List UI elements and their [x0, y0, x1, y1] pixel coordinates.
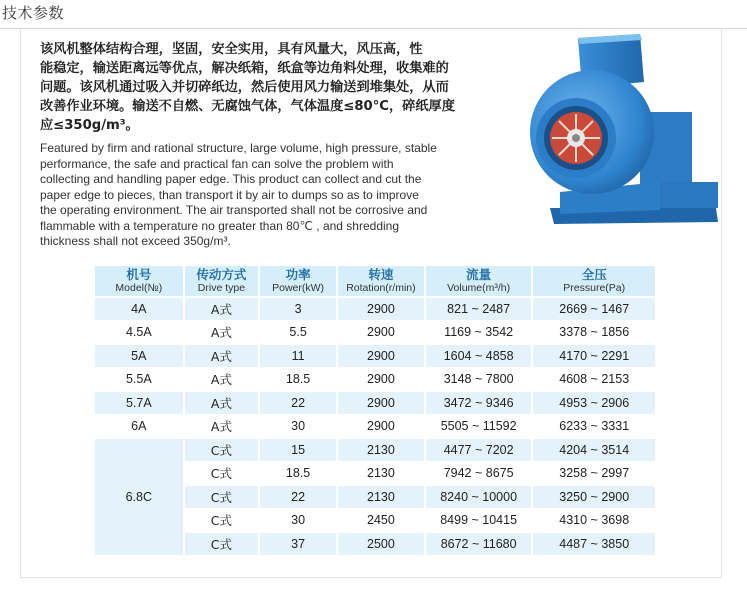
power-cell: 18.5 — [260, 369, 336, 391]
model-cell: 5.7A — [95, 392, 183, 414]
volume-cell: 3472 ~ 9346 — [426, 392, 532, 414]
drive-cell: A式 — [185, 416, 259, 438]
model-cell: 5A — [95, 345, 183, 367]
volume-cell: 5505 ~ 11592 — [426, 416, 532, 438]
en-line: flammable with a temperature no greater than 80℃ , and shredding — [40, 218, 400, 233]
spec-table — [93, 264, 657, 557]
rotation-cell: 2130 — [338, 486, 424, 508]
table-row — [95, 416, 655, 438]
zh-line: 改善作业环境。输送不自燃、无腐蚀气体，气体温度≤80°C，碎纸厚度 — [40, 99, 455, 114]
pressure-cell: 2669 ~ 1467 — [533, 298, 655, 320]
pressure-cell: 4487 ~ 3850 — [533, 533, 655, 555]
col-drive-header: 传动方式 Drive type — [185, 266, 259, 296]
volume-cell: 1169 ~ 3542 — [426, 322, 532, 344]
rotation-cell: 2130 — [338, 463, 424, 485]
pressure-cell: 4170 ~ 2291 — [533, 345, 655, 367]
power-cell: 3 — [260, 298, 336, 320]
drive-cell: A式 — [185, 345, 259, 367]
centrifugal-fan-illustration — [520, 32, 720, 228]
rotation-cell: 2450 — [338, 510, 424, 532]
pressure-cell: 4204 ~ 3514 — [533, 439, 655, 461]
drive-cell: A式 — [185, 322, 259, 344]
rotation-cell: 2900 — [338, 322, 424, 344]
table-row — [95, 392, 655, 414]
chinese-description — [40, 40, 455, 135]
zh-line: 问题。该风机通过吸入并切碎纸边，然后使用风力输送到堆集处，从而 — [40, 80, 449, 95]
drive-cell: A式 — [185, 369, 259, 391]
rotation-cell: 2900 — [338, 416, 424, 438]
model-cell-merged: 6.8C — [95, 439, 183, 555]
pressure-cell: 4953 ~ 2906 — [533, 392, 655, 414]
power-cell: 11 — [260, 345, 336, 367]
pressure-cell: 3258 ~ 2997 — [533, 463, 655, 485]
volume-cell: 8240 ~ 10000 — [426, 486, 532, 508]
drive-cell: C式 — [185, 486, 259, 508]
en-line: paper edge to pieces, than transport it by air to dumps so as to improve — [40, 187, 419, 202]
model-cell: 4A — [95, 298, 183, 320]
drive-cell: C式 — [185, 463, 259, 485]
english-description — [40, 141, 450, 250]
volume-cell: 8672 ~ 11680 — [426, 533, 532, 555]
drive-cell: A式 — [185, 298, 259, 320]
col-rotation-header: 转速 Rotation(r/min) — [338, 266, 424, 296]
drive-cell: C式 — [185, 510, 259, 532]
volume-cell: 4477 ~ 7202 — [426, 439, 532, 461]
volume-cell: 7942 ~ 8675 — [426, 463, 532, 485]
zh-line: 应≤350g/m³。 — [40, 118, 139, 133]
table-row — [95, 439, 655, 461]
rotation-cell: 2900 — [338, 298, 424, 320]
power-cell: 22 — [260, 392, 336, 414]
en-line: performance, the safe and practical fan can solve the problem with — [40, 156, 394, 171]
section-header — [0, 0, 747, 29]
col-volume-header: 流量 Volume(m³/h) — [426, 266, 532, 296]
en-line: Featured by firm and rational structure, large volume, high pressure, stable — [40, 141, 437, 155]
model-cell: 6A — [95, 416, 183, 438]
en-line: collecting and handling paper edge. This product can collect and cut the — [40, 172, 422, 186]
power-cell: 15 — [260, 439, 336, 461]
pressure-cell: 3378 ~ 1856 — [533, 322, 655, 344]
table-row — [95, 369, 655, 391]
rotation-cell: 2130 — [338, 439, 424, 461]
power-cell: 5.5 — [260, 322, 336, 344]
table-row — [95, 298, 655, 320]
pressure-cell: 3250 ~ 2900 — [533, 486, 655, 508]
zh-line: 该风机整体结构合理，坚固，安全实用，具有风量大，风压高，性 — [40, 42, 423, 57]
power-cell: 18.5 — [260, 463, 336, 485]
volume-cell: 8499 ~ 10415 — [426, 510, 532, 532]
table-row — [95, 322, 655, 344]
table-row — [95, 345, 655, 367]
pressure-cell: 4608 ~ 2153 — [533, 369, 655, 391]
power-cell: 30 — [260, 416, 336, 438]
model-cell: 5.5A — [95, 369, 183, 391]
pressure-cell: 6233 ~ 3331 — [533, 416, 655, 438]
rotation-cell: 2500 — [338, 533, 424, 555]
pressure-cell: 4310 ~ 3698 — [533, 510, 655, 532]
rotation-cell: 2900 — [338, 345, 424, 367]
rotation-cell: 2900 — [338, 392, 424, 414]
rotation-cell: 2900 — [338, 369, 424, 391]
drive-cell: A式 — [185, 392, 259, 414]
power-cell: 37 — [260, 533, 336, 555]
drive-cell: C式 — [185, 439, 259, 461]
volume-cell: 3148 ~ 7800 — [426, 369, 532, 391]
en-line: thickness shall not exceed 350g/m³. — [40, 234, 231, 248]
col-model-header: 机号 Model(№) — [95, 266, 183, 296]
zh-line: 能稳定，输送距离远等优点，解决纸箱，纸盒等边角料处理，收集难的 — [40, 61, 449, 76]
section-title: 技术参数 — [2, 4, 65, 22]
power-cell: 30 — [260, 510, 336, 532]
col-power-header: 功率 Power(kW) — [260, 266, 336, 296]
col-pressure-header: 全压 Pressure(Pa) — [533, 266, 655, 296]
power-cell: 22 — [260, 486, 336, 508]
model-cell: 4.5A — [95, 322, 183, 344]
table-header-row — [95, 266, 655, 296]
volume-cell: 821 ~ 2487 — [426, 298, 532, 320]
en-line: the operating environment. The air transported shall not be corrosive and — [40, 203, 428, 217]
drive-cell: C式 — [185, 533, 259, 555]
volume-cell: 1604 ~ 4858 — [426, 345, 532, 367]
